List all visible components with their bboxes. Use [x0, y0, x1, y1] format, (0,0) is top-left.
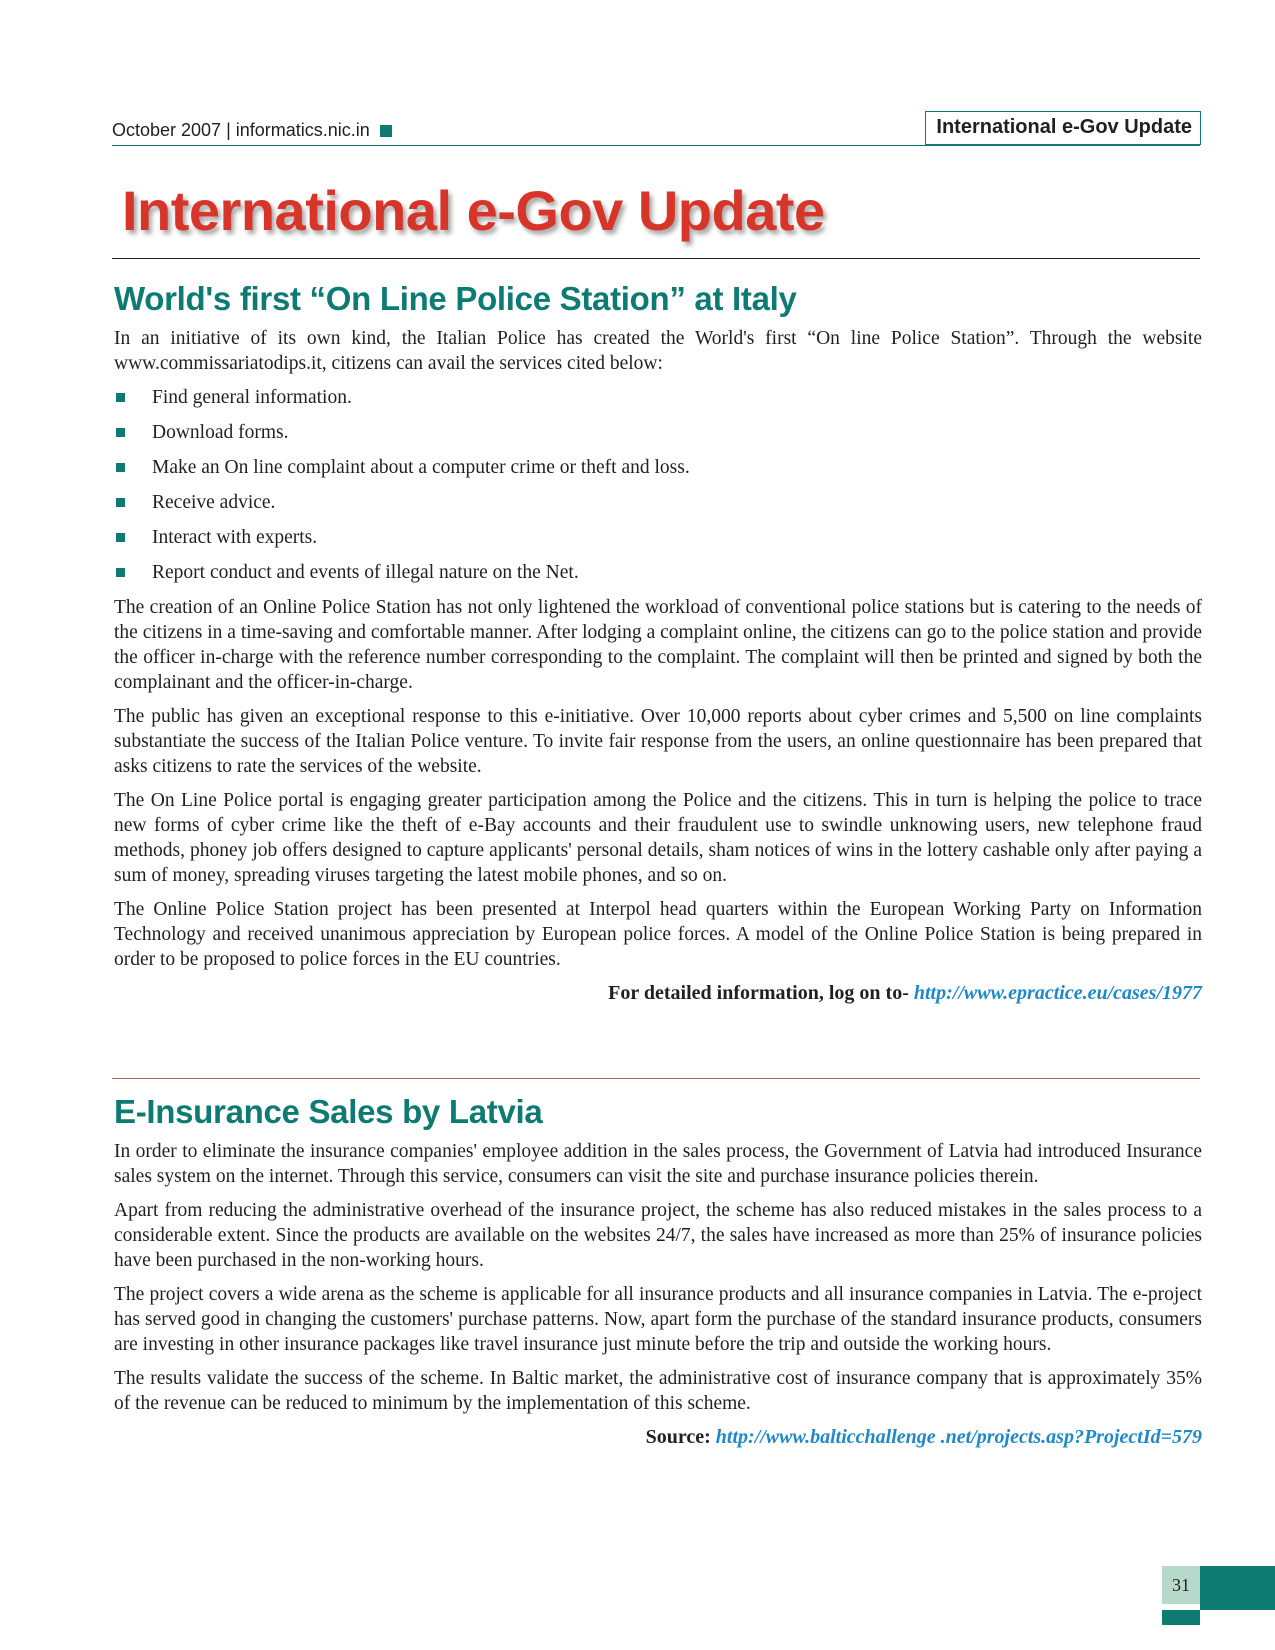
detailed-info-line	[114, 981, 1202, 1006]
article-intro: In an initiative of its own kind, the Italian Police has created the World's first “On line Police Station”. Through the website www.commissariatodips.it, citizens can avail the services cited below:	[114, 328, 1202, 374]
page-header-date-site	[112, 120, 392, 141]
square-bullet-icon	[116, 533, 125, 542]
source-label: Source:	[645, 1426, 716, 1448]
header-section-label: International e-Gov Update	[925, 111, 1201, 145]
header-divider	[112, 145, 1200, 146]
balticchallenge-link[interactable]: http://www.balticchallenge .net/projects.asp?ProjectId=579	[715, 1426, 1202, 1448]
article-paragraph: The On Line Police portal is engaging greater participation among the Police and the citizens. This in turn is helping the police to trace new forms of cyber crime like the theft of e-Bay accounts and their fraudulent use to swindle unknowing users, new telephone fraud methods, phoney job offers designed to capture applicants' personal details, sham notices of wins in the lottery cashable only after paying a sum of money, spreading viruses targeting the latest mobile phones, and so on.	[114, 790, 1202, 886]
square-bullet-icon	[380, 125, 392, 137]
list-item: Report conduct and events of illegal nature on the Net.	[114, 560, 1202, 585]
square-bullet-icon	[116, 463, 125, 472]
article-paragraph: The project covers a wide arena as the scheme is applicable for all insurance products and all insurance companies in Latvia. The e-project has served good in changing the customers' purchase patterns. Now, apart form the purchase of the standard insurance products, consumers are investing in other insurance packages like travel insurance just minute before the trip and outside the working hours.	[114, 1284, 1202, 1355]
square-bullet-icon	[116, 393, 125, 402]
square-bullet-icon	[116, 428, 125, 437]
article-online-police-station	[114, 280, 1202, 1006]
source-line	[114, 1425, 1202, 1450]
list-item: Find general information.	[114, 385, 1202, 410]
article-paragraph: The results validate the success of the scheme. In Baltic market, the administrative cost of insurance company that is approximately 35% of the revenue can be reduced to minimum by the implementation of this scheme.	[114, 1368, 1202, 1414]
square-bullet-icon	[116, 498, 125, 507]
list-item: Make an On line complaint about a computer crime or theft and loss.	[114, 455, 1202, 480]
title-divider	[112, 258, 1200, 259]
article-paragraph: In order to eliminate the insurance companies' employee addition in the sales process, the Government of Latvia had introduced Insurance sales system on the internet. Through this service, consumers can visit the site and purchase insurance policies therein.	[114, 1141, 1202, 1187]
article-title: E-Insurance Sales by Latvia	[114, 1093, 543, 1130]
article-paragraph: Apart from reducing the administrative overhead of the insurance project, the scheme has also reduced mistakes in the sales process to a considerable extent. Since the products are available on the websites 24/7, the sales have increased as more than 25% of insurance policies have been purchased in the non-working hours.	[114, 1200, 1202, 1271]
list-item: Download forms.	[114, 420, 1202, 445]
detailed-info-label: For detailed information, log on to-	[608, 982, 914, 1004]
services-list	[114, 385, 1202, 585]
article-paragraph: The creation of an Online Police Station has not only lightened the workload of conventional police stations but is catering to the needs of the citizens in a time-saving and comfortable manner. After lodging a complaint online, the citizens can go to the police station and provide the officer in-charge with the reference number corresponding to the complaint. The complaint will then be printed and signed by both the complainant and the officer-in-charge.	[114, 597, 1202, 693]
corner-decoration-small	[1162, 1610, 1200, 1625]
corner-decoration	[1200, 1566, 1275, 1610]
article-title: World's first “On Line Police Station” at Italy	[114, 280, 797, 317]
list-item: Interact with experts.	[114, 525, 1202, 550]
article-paragraph: The Online Police Station project has been presented at Interpol head quarters within the European Working Party on Information Technology and received unanimous appreciation by European police forces. A model of the Online Police Station is being prepared in order to be proposed to police forces in the EU countries.	[114, 899, 1202, 970]
header-date-site-text: October 2007 | informatics.nic.in	[112, 120, 370, 140]
article-paragraph: The public has given an exceptional response to this e-initiative. Over 10,000 reports about cyber crimes and 5,500 on line complaints substantiate the success of the Italian Police venture. To invite fair response from the users, an online questionnaire has been prepared that asks citizens to rate the services of the website.	[114, 706, 1202, 777]
epractice-link[interactable]: http://www.epractice.eu/cases/1977	[913, 982, 1202, 1004]
section-divider	[112, 1078, 1200, 1079]
article-e-insurance-latvia	[114, 1093, 1202, 1450]
square-bullet-icon	[116, 568, 125, 577]
page-number: 31	[1162, 1566, 1200, 1604]
list-item: Receive advice.	[114, 490, 1202, 515]
page-title: International e-Gov Update	[122, 179, 825, 242]
